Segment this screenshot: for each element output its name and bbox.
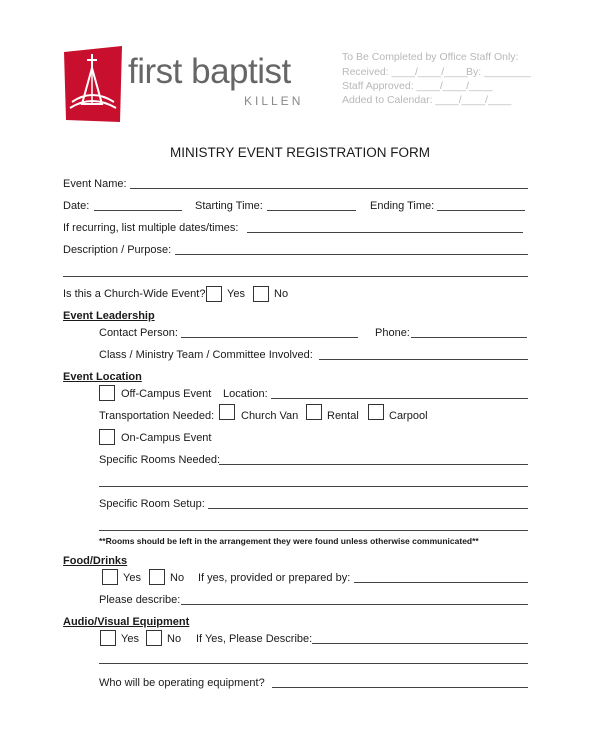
av-describe-field[interactable]: [312, 643, 528, 644]
av-operator-field[interactable]: [272, 687, 528, 688]
rooms-note: **Rooms should be left in the arrangement they were found unless otherwise communicated**: [99, 536, 479, 546]
on-campus-label: On-Campus Event: [121, 432, 212, 444]
end-time-field[interactable]: [437, 210, 525, 211]
rooms-field-2[interactable]: [99, 486, 528, 487]
church-van-label: Church Van: [241, 410, 299, 422]
food-provided-field[interactable]: [354, 582, 528, 583]
food-yes-checkbox[interactable]: [102, 569, 118, 585]
office-calendar[interactable]: Added to Calendar: ____/____/____: [342, 94, 512, 106]
carpool-label: Carpool: [389, 410, 428, 422]
recurring-field[interactable]: [247, 232, 523, 233]
food-describe-label: Please describe:: [99, 594, 181, 606]
food-describe-field[interactable]: [181, 604, 528, 605]
av-describe-field-2[interactable]: [99, 663, 528, 664]
location-field[interactable]: [271, 398, 528, 399]
location-label: Location:: [223, 388, 268, 400]
food-no-label: No: [170, 572, 185, 584]
transport-label: Transportation Needed:: [99, 410, 215, 422]
phone-label: Phone:: [375, 327, 410, 339]
class-label: Class / Ministry Team / Committee Involved:: [99, 349, 313, 361]
setup-label: Specific Room Setup:: [99, 498, 205, 510]
carpool-checkbox[interactable]: [368, 404, 384, 420]
office-by[interactable]: By: ________: [466, 66, 531, 78]
food-provided-label: If yes, provided or prepared by:: [198, 572, 351, 584]
contact-field[interactable]: [181, 337, 358, 338]
recurring-label: If recurring, list multiple dates/times:: [63, 222, 239, 234]
church-wide-no-checkbox[interactable]: [253, 286, 269, 302]
logo-name: first baptist: [128, 52, 291, 91]
class-field[interactable]: [319, 359, 528, 360]
church-wide-no-label: No: [274, 288, 289, 300]
church-wide-yes-checkbox[interactable]: [206, 286, 222, 302]
food-yes-label: Yes: [123, 572, 141, 584]
start-time-label: Starting Time:: [195, 200, 263, 212]
off-campus-checkbox[interactable]: [99, 385, 115, 401]
event-name-label: Event Name:: [63, 178, 127, 190]
setup-field[interactable]: [208, 508, 528, 509]
av-heading: Audio/Visual Equipment: [63, 616, 190, 628]
church-logo: [62, 44, 312, 124]
av-yes-label: Yes: [121, 633, 139, 645]
form-title: MINISTRY EVENT REGISTRATION FORM: [169, 145, 431, 160]
date-field[interactable]: [94, 210, 182, 211]
church-steeple-icon: [62, 44, 124, 124]
phone-field[interactable]: [411, 337, 527, 338]
rooms-label: Specific Rooms Needed:: [99, 454, 221, 466]
contact-label: Contact Person:: [99, 327, 178, 339]
av-yes-checkbox[interactable]: [100, 630, 116, 646]
church-van-checkbox[interactable]: [219, 404, 235, 420]
description-label: Description / Purpose:: [63, 244, 172, 256]
av-no-label: No: [167, 633, 182, 645]
av-no-checkbox[interactable]: [146, 630, 162, 646]
av-describe-label: If Yes, Please Describe:: [196, 633, 313, 645]
church-wide-label: Is this a Church-Wide Event?: [63, 288, 206, 300]
leadership-heading: Event Leadership: [63, 310, 155, 322]
on-campus-checkbox[interactable]: [99, 429, 115, 445]
off-campus-label: Off-Campus Event: [121, 388, 212, 400]
office-approved[interactable]: Staff Approved: ____/____/____: [342, 80, 493, 92]
rental-checkbox[interactable]: [306, 404, 322, 420]
logo-location: KILLEN: [244, 94, 304, 108]
av-operator-label: Who will be operating equipment?: [99, 677, 265, 689]
event-name-field[interactable]: [130, 188, 528, 189]
setup-field-2[interactable]: [99, 530, 528, 531]
start-time-field[interactable]: [267, 210, 356, 211]
rental-label: Rental: [327, 410, 359, 422]
office-heading: To Be Completed by Office Staff Only:: [342, 51, 519, 63]
date-label: Date:: [63, 200, 90, 212]
food-no-checkbox[interactable]: [149, 569, 165, 585]
description-field-2[interactable]: [63, 276, 528, 277]
end-time-label: Ending Time:: [370, 200, 435, 212]
description-field[interactable]: [175, 254, 528, 255]
office-received[interactable]: Received: ____/____/____: [342, 66, 468, 78]
location-heading: Event Location: [63, 371, 142, 383]
church-wide-yes-label: Yes: [227, 288, 245, 300]
food-heading: Food/Drinks: [63, 555, 128, 567]
rooms-field[interactable]: [219, 464, 528, 465]
